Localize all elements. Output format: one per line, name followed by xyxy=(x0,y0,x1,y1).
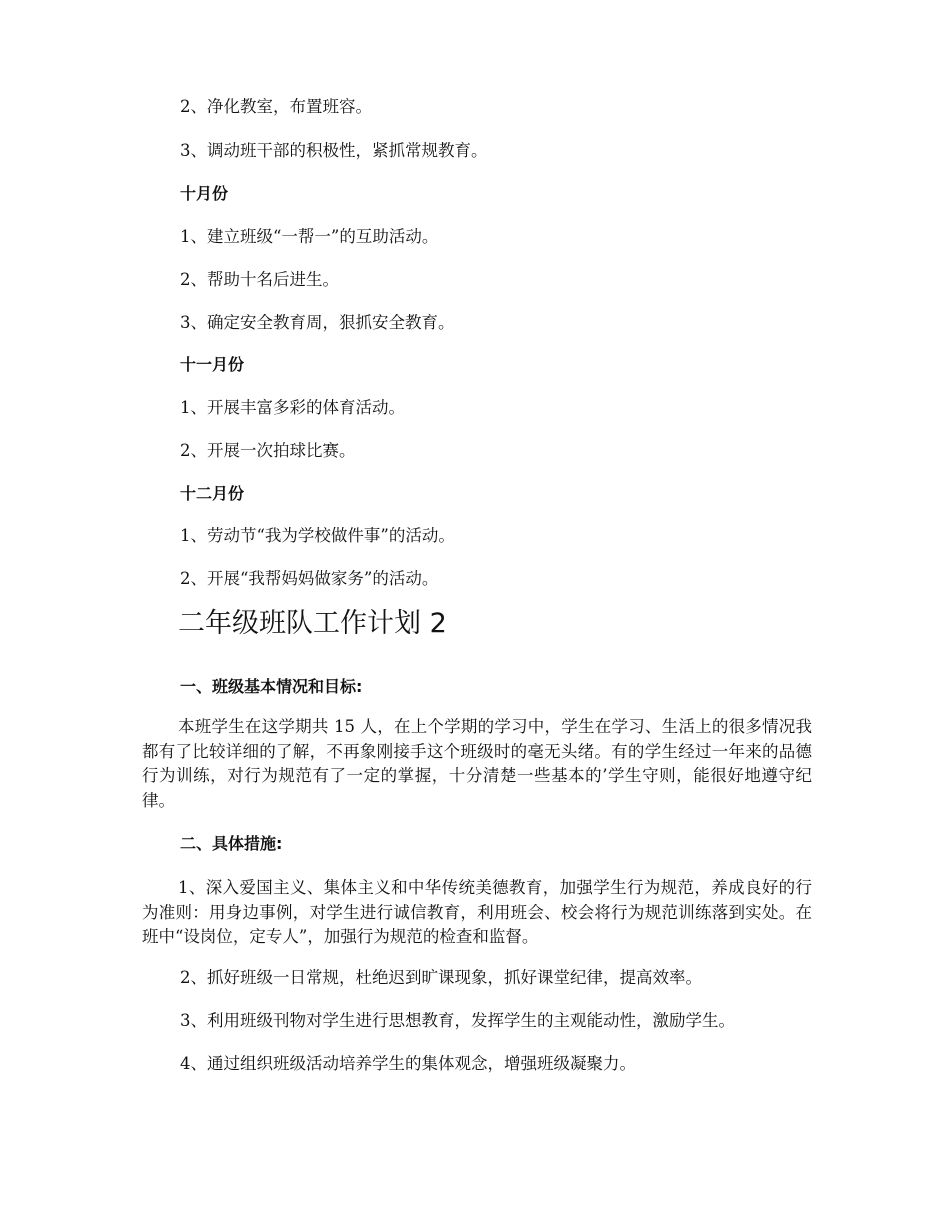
month-heading-december: 十二月份 xyxy=(180,484,245,503)
month-heading-october: 十月份 xyxy=(180,184,229,203)
section-paragraph: 1、深入爱国主义、集体主义和中华传统美德教育，加强学生行为规范，养成良好的行为准则：用身边事例，对学生进行诚信教育，利用班会、校会将行为规范训练落到实处。在班中“设岗位，定专人”，加强行为规范的检查和监督。 xyxy=(142,878,812,946)
list-item: 3、利用班级刊物对学生进行思想教育，发挥学生的主观能动性，激励学生。 xyxy=(180,1011,735,1030)
list-item: 3、确定安全教育周，狠抓安全教育。 xyxy=(180,313,455,332)
section-paragraph: 本班学生在这学期共 15 人，在上个学期的学习中，学生在学习、生活上的很多情况我都有了比较详细的了解，不再象刚接手这个班级时的毫无头绪。有的学生经过一年来的品德行为训练，对行为规范有了一定的掌握，十分清楚一些基本的’学生守则，能很好地遵守纪律。 xyxy=(142,717,812,810)
section-heading: 二、具体措施: xyxy=(180,834,283,853)
list-item: 1、开展丰富多彩的体育活动。 xyxy=(180,398,405,417)
section-heading: 一、班级基本情况和目标: xyxy=(180,677,363,696)
list-item: 4、通过组织班级活动培养学生的集体观念，增强班级凝聚力。 xyxy=(180,1054,636,1073)
list-item: 2、帮助十名后进生。 xyxy=(180,270,339,289)
document-title: 二年级班队工作计划 2 xyxy=(178,608,447,639)
list-item: 1、建立班级“一帮一”的互助活动。 xyxy=(180,227,439,246)
list-item: 2、开展“我帮妈妈做家务”的活动。 xyxy=(180,569,439,588)
list-item: 1、劳动节“我为学校做件事”的活动。 xyxy=(180,526,455,545)
list-item: 2、抓好班级一日常规，杜绝迟到旷课现象，抓好课堂纪律，提高效率。 xyxy=(180,968,702,987)
list-item: 2、开展一次拍球比赛。 xyxy=(180,441,356,460)
list-item: 3、调动班干部的积极性，紧抓常规教育。 xyxy=(180,141,488,160)
month-heading-november: 十一月份 xyxy=(180,355,245,374)
list-item: 2、净化教室，布置班容。 xyxy=(180,97,372,116)
